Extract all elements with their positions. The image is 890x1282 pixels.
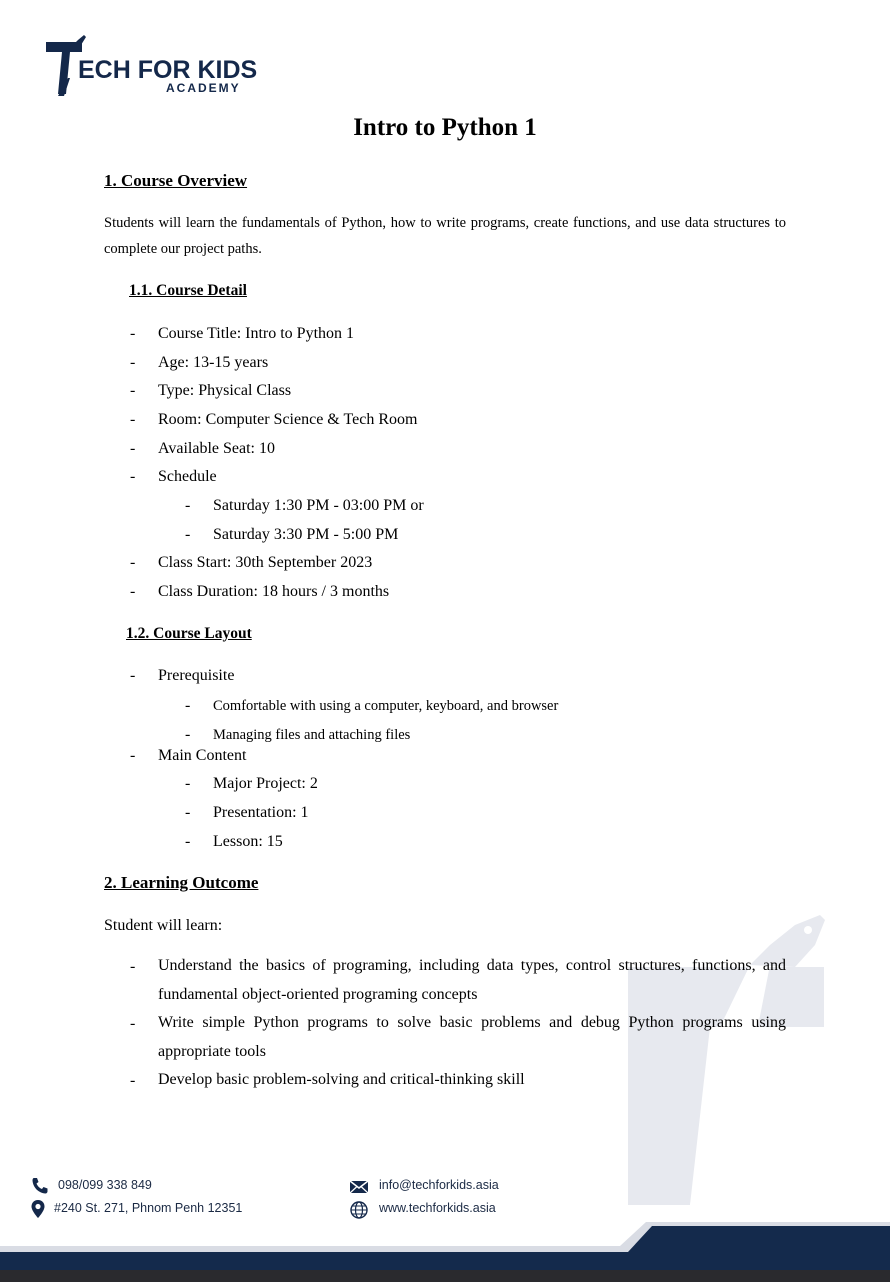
list-bullet: - xyxy=(130,554,136,571)
main-content-item: Major Project: 2 xyxy=(213,775,318,792)
list-item: Type: Physical Class xyxy=(158,382,292,399)
schedule-item: Saturday 1:30 PM - 03:00 PM or xyxy=(213,497,424,514)
footer-phone: 098/099 338 849 xyxy=(58,1178,152,1192)
list-bullet: - xyxy=(130,468,136,485)
list-bullet: - xyxy=(185,804,191,821)
list-item: Available Seat: 10 xyxy=(158,440,275,457)
subsection-heading-layout: 1.2. Course Layout xyxy=(126,625,252,642)
company-logo xyxy=(44,34,258,98)
list-bullet: - xyxy=(185,726,191,743)
footer-band xyxy=(0,1200,890,1282)
list-bullet: - xyxy=(130,411,136,428)
overview-paragraph: Students will learn the fundamentals of Python, how to write programs, create functions, and use data structures to complete our project paths. xyxy=(104,215,786,257)
mail-icon xyxy=(349,1177,369,1197)
outcome-intro: Student will learn: xyxy=(104,917,223,934)
logo-wordmark: ECH FOR KIDS xyxy=(78,56,258,84)
section-heading-outcome: 2. Learning Outcome xyxy=(104,873,259,892)
list-item: Schedule xyxy=(158,468,217,485)
main-content-item: Presentation: 1 xyxy=(213,804,309,821)
list-bullet: - xyxy=(185,497,191,514)
list-bullet: - xyxy=(130,747,136,764)
list-bullet: - xyxy=(130,440,136,457)
list-bullet: - xyxy=(130,382,136,399)
outcome-item: Understand the basics of programing, including data types, control structures, functions, and fundamental object-oriented programing concepts xyxy=(158,957,786,1003)
list-bullet: - xyxy=(130,1072,136,1089)
list-item: Class Duration: 18 hours / 3 months xyxy=(158,583,390,600)
outcome-item: Develop basic problem-solving and critical-thinking skill xyxy=(158,1071,525,1088)
subsection-heading-detail: 1.1. Course Detail xyxy=(129,282,247,299)
list-bullet: - xyxy=(185,526,191,543)
list-bullet: - xyxy=(130,354,136,371)
list-bullet: - xyxy=(130,583,136,600)
list-bullet: - xyxy=(130,958,136,975)
list-bullet: - xyxy=(130,325,136,342)
footer-website[interactable]: www.techforkids.asia xyxy=(379,1201,496,1215)
phone-icon xyxy=(30,1176,50,1196)
list-bullet: - xyxy=(185,697,191,714)
list-bullet: - xyxy=(185,833,191,850)
list-bullet: - xyxy=(130,667,136,684)
main-content-item: Lesson: 15 xyxy=(213,833,283,850)
section-heading-overview: 1. Course Overview xyxy=(104,171,248,190)
list-bullet: - xyxy=(185,775,191,792)
outcome-item: Write simple Python programs to solve basic problems and debug Python programs using appropriate tools xyxy=(158,1014,786,1060)
footer-address: #240 St. 271, Phnom Penh 12351 xyxy=(54,1201,243,1215)
list-item: Age: 13-15 years xyxy=(158,354,269,371)
list-bullet: - xyxy=(130,1015,136,1032)
list-item: Room: Computer Science & Tech Room xyxy=(158,411,418,428)
list-item: Course Title: Intro to Python 1 xyxy=(158,325,355,342)
prereq-item: Managing files and attaching files xyxy=(213,727,411,743)
logo-subtitle: ACADEMY xyxy=(166,81,241,95)
footer-email[interactable]: info@techforkids.asia xyxy=(379,1178,499,1192)
list-item: Class Start: 30th September 2023 xyxy=(158,554,373,571)
list-item: Main Content xyxy=(158,747,247,764)
list-item: Prerequisite xyxy=(158,667,235,684)
schedule-item: Saturday 3:30 PM - 5:00 PM xyxy=(213,526,399,543)
document-title: Intro to Python 1 xyxy=(353,114,537,141)
prereq-item: Comfortable with using a computer, keyboard, and browser xyxy=(213,698,559,714)
